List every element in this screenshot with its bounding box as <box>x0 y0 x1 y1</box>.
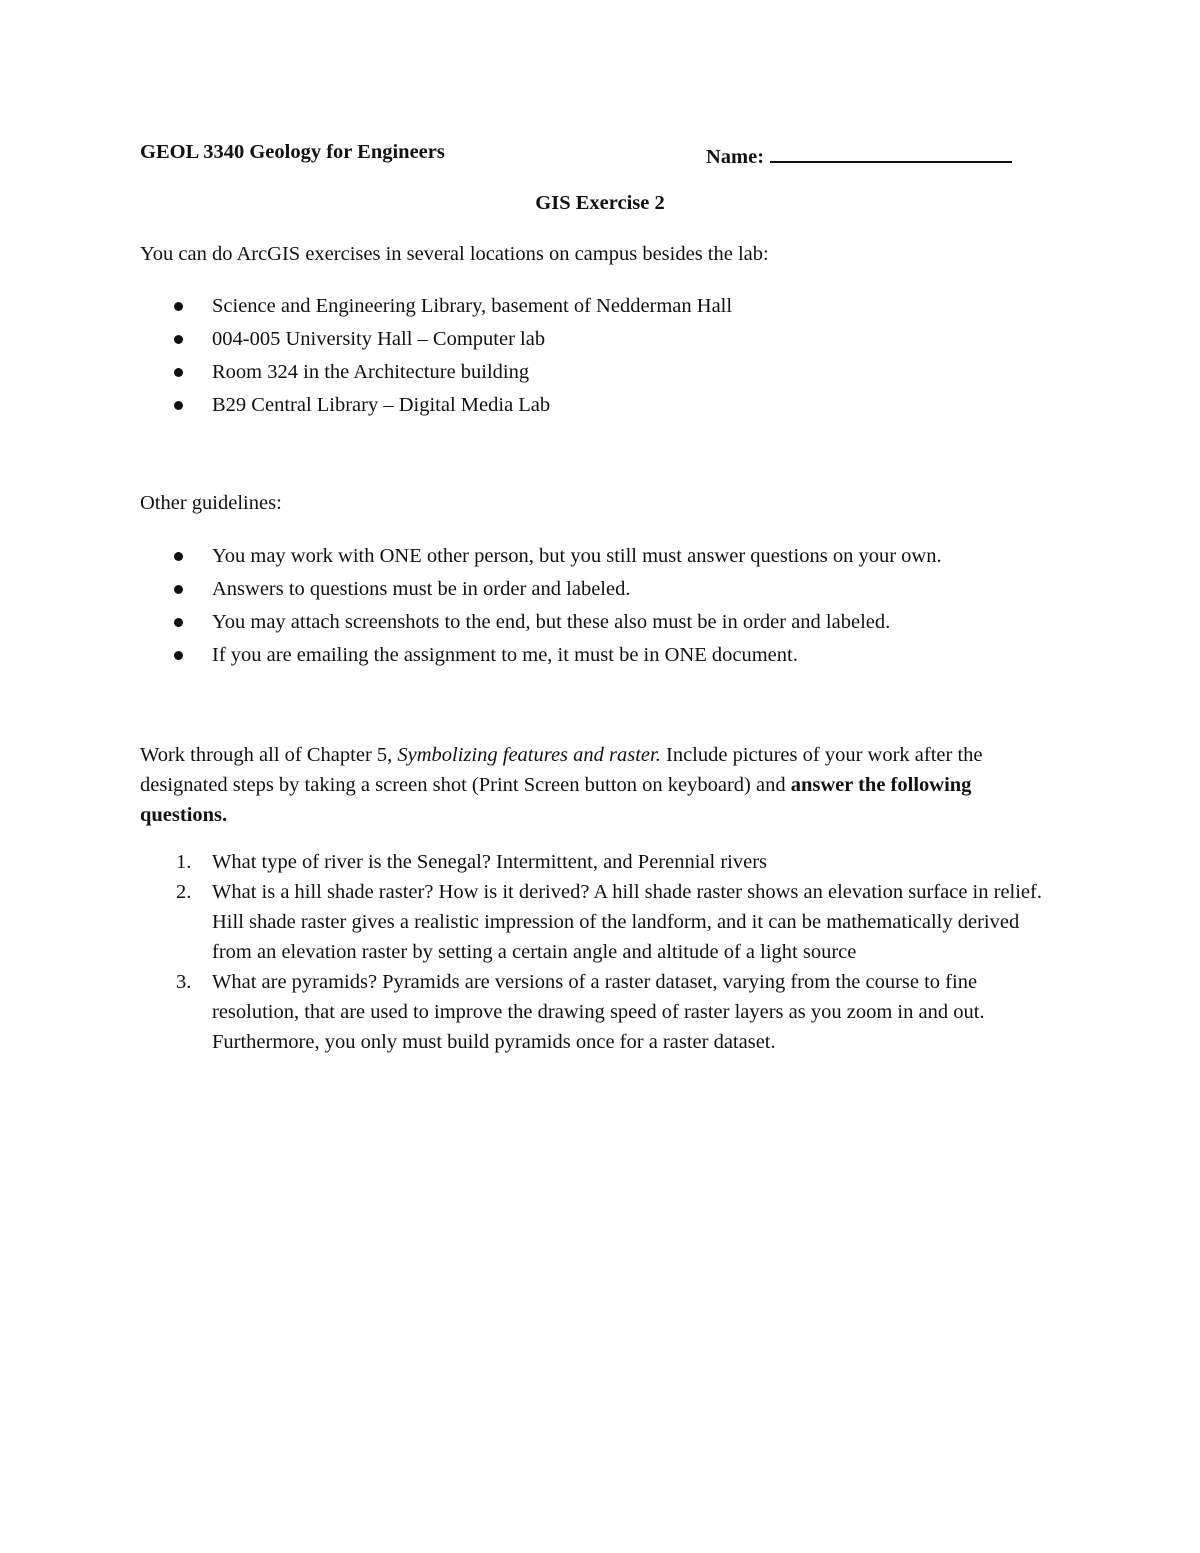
question-item <box>140 967 1060 1057</box>
question-item <box>140 847 1060 877</box>
question-item <box>140 877 1060 967</box>
bullet-icon <box>174 401 183 410</box>
name-field <box>706 141 1012 169</box>
name-blank-line <box>770 141 1012 163</box>
bullet-icon <box>174 302 183 311</box>
question-text: What is a hill shade raster? How is it derived? A hill shade raster shows an elevation surface in relief. Hill shade raster gives a realistic impression of the landform, and it can be mathematically derived from an elevation raster by setting a certain angle and altitude of a light source <box>212 881 1042 963</box>
exercise-title: GIS Exercise 2 <box>535 192 665 214</box>
list-item <box>140 358 1080 391</box>
chapter-title: Symbolizing features and raster. <box>397 744 661 766</box>
list-item <box>140 608 1080 641</box>
name-label: Name: <box>706 146 765 168</box>
instructions-emphasis: answer the following questions <box>140 774 972 826</box>
list-item <box>140 542 1080 575</box>
bullet-icon <box>174 335 183 344</box>
question-text: What type of river is the Senegal? Intermittent, and Perennial rivers <box>212 851 768 873</box>
guideline-text: You may attach screenshots to the end, but these also must be in order and labeled. <box>212 611 891 633</box>
bullet-icon <box>174 368 183 377</box>
guidelines-label: Other guidelines: <box>140 492 282 514</box>
locations-list <box>140 292 1080 424</box>
location-text: Room 324 in the Architecture building <box>212 361 530 383</box>
question-text: What are pyramids? Pyramids are versions of a raster dataset, varying from the course to fine resolution, that are used to improve the drawing speed of raster layers as you zoom in and out. Furthermore, you only must build pyramids once for a raster dataset. <box>212 971 985 1053</box>
location-text: B29 Central Library – Digital Media Lab <box>212 394 551 416</box>
instructions-part1: Work through all of Chapter 5, <box>140 744 393 766</box>
list-item <box>140 391 1080 424</box>
instructions-end: . <box>222 804 228 826</box>
list-item <box>140 292 1080 325</box>
course-title: GEOL 3340 Geology for Engineers <box>140 141 445 163</box>
guideline-text: You may work with ONE other person, but you still must answer questions on your own. <box>212 545 942 567</box>
location-text: 004-005 University Hall – Computer lab <box>212 328 546 350</box>
list-item <box>140 641 1080 674</box>
bullet-icon <box>174 552 183 561</box>
instructions-paragraph <box>140 740 1060 830</box>
guideline-text: Answers to questions must be in order and labeled. <box>212 578 631 600</box>
location-text: Science and Engineering Library, basement of Nedderman Hall <box>212 295 733 317</box>
intro-paragraph: You can do ArcGIS exercises in several locations on campus besides the lab: <box>140 243 769 265</box>
question-number: 1. <box>176 851 192 873</box>
question-number: 2. <box>176 881 192 903</box>
document-header <box>140 141 1060 171</box>
bullet-icon <box>174 618 183 627</box>
guidelines-list <box>140 542 1080 674</box>
instructions-part2: Include pictures of your work after the designated steps by taking a screen shot (Print Screen button on keyboard) and <box>140 744 983 796</box>
question-number: 3. <box>176 971 192 993</box>
bullet-icon <box>174 651 183 660</box>
guideline-text: If you are emailing the assignment to me, it must be in ONE document. <box>212 644 798 666</box>
questions-list <box>140 847 1060 1057</box>
list-item <box>140 325 1080 358</box>
bullet-icon <box>174 585 183 594</box>
list-item <box>140 575 1080 608</box>
